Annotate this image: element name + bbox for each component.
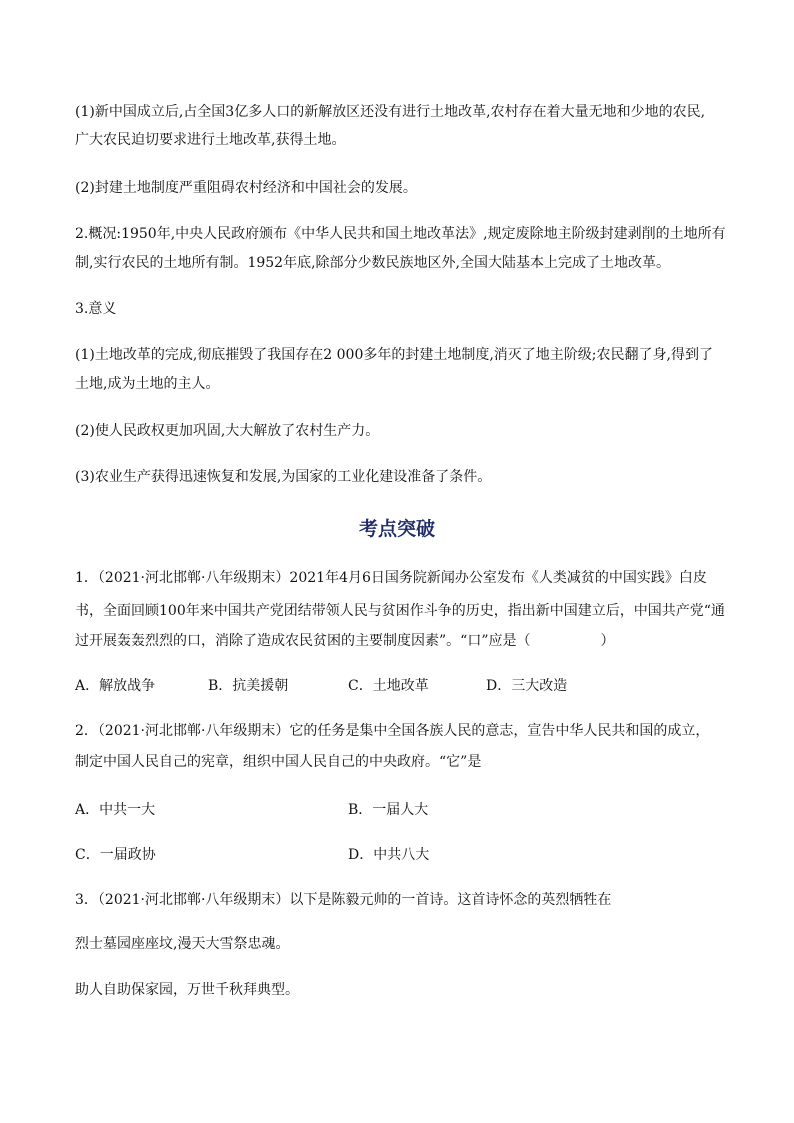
question-2-option-c[interactable]: C．一届政协 — [75, 847, 156, 863]
paragraph-2-line-2: 制,实行农民的土地所有制。1952年底,除部分少数民族地区外,全国大陆基本上完成了土地改革。 — [75, 255, 670, 271]
question-3-poem-line-1: 烈士墓园座座坟,漫天大雪祭忠魂。 — [75, 936, 290, 952]
paragraph-3-2: (2)使人民政权更加巩固,大大解放了农村生产力。 — [75, 423, 380, 439]
question-1-option-d[interactable]: D．三大改造 — [486, 678, 568, 694]
paragraph-1-2: (2)封建土地制度严重阻碍农村经济和中国社会的发展。 — [75, 180, 417, 196]
paragraph-1-1-line-2: 广大农民迫切要求进行土地改革,获得土地。 — [75, 132, 346, 148]
paragraph-3-3: (3)农业生产获得迅速恢复和发展,为国家的工业化建设准备了条件。 — [75, 469, 492, 485]
paragraph-1-1-line-1: (1)新中国成立后,占全国3亿多人口的新解放区还没有进行土地改革,农村存在着大量无地和少地的农民, — [75, 104, 706, 120]
question-1-option-b[interactable]: B．抗美援朝 — [208, 678, 289, 694]
question-1-line-2: 书，全面回顾100年来中国共产党团结带领人民与贫困作斗争的历史，指出新中国建立后，中国共产党“通 — [75, 603, 725, 619]
section-3-title: 3.意义 — [75, 301, 117, 317]
question-2-option-a[interactable]: A．中共一大 — [75, 802, 156, 818]
question-3-poem-line-2: 助人自助保家园，万世千秋拜典型。 — [75, 982, 299, 998]
paragraph-2-line-1: 2.概况:1950年,中央人民政府颁布《中华人民共和国土地改革法》,规定废除地主阶级封建剥削的土地所有 — [75, 226, 726, 242]
paragraph-3-1-line-1: (1)土地改革的完成,彻底摧毁了我国存在2 000多年的封建土地制度,消灭了地主阶级;农民翻了身,得到了 — [75, 347, 713, 363]
question-2-option-d[interactable]: D．中共八大 — [348, 847, 430, 863]
question-2-line-1: 2．（2021·河北邯郸·八年级期末）它的任务是集中全国各族人民的意志，宣告中华人民共和国的成立， — [75, 723, 710, 739]
question-3-line-1: 3．（2021·河北邯郸·八年级期末）以下是陈毅元帅的一首诗。这首诗怀念的英烈牺牲在 — [75, 892, 612, 908]
question-2-option-b[interactable]: B．一届人大 — [348, 802, 429, 818]
question-1-line-3-text: 过开展轰轰烈烈的口，消除了造成农民贫困的主要制度因素”。“口”应是（ — [75, 633, 531, 649]
question-1-option-a[interactable]: A．解放战争 — [75, 678, 156, 694]
question-1-line-1: 1．（2021·河北邯郸·八年级期末）2021年4月6日国务院新闻办公室发布《人类减贫的中国实践》白皮 — [75, 570, 707, 586]
paragraph-3-1-line-2: 土地,成为土地的主人。 — [75, 376, 220, 392]
question-2-line-2: 制定中国人民自己的宪章，组织中国人民自己的中央政府。“它”是 — [75, 754, 482, 770]
section-heading: 考点突破 — [358, 518, 435, 540]
question-1-line-3 — [75, 627, 725, 655]
question-1-option-c[interactable]: C．土地改革 — [348, 678, 429, 694]
question-1-line-3-close: ） — [600, 633, 615, 649]
